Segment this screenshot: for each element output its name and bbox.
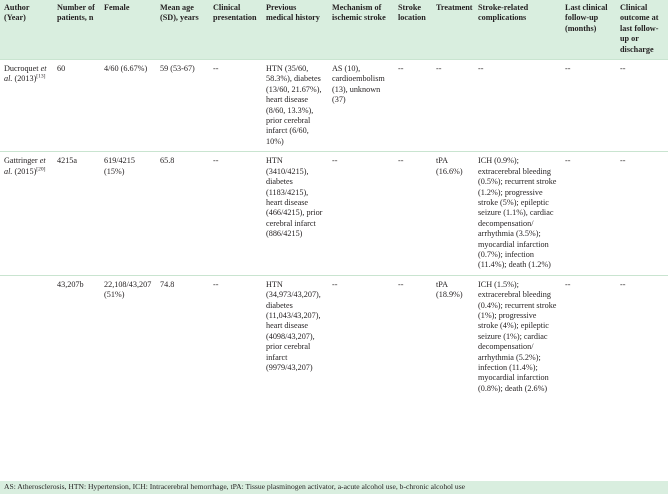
- author-etal: et al.: [4, 156, 46, 176]
- table-row: [0, 152, 668, 275]
- cell-age: 74.8: [156, 275, 209, 481]
- cell-followup: --: [561, 60, 616, 152]
- cell-female: 619/4215 (15%): [100, 152, 156, 275]
- header-female: Female: [104, 3, 130, 12]
- cell-patients: 60: [53, 60, 100, 152]
- author-name: Ducroquet: [4, 64, 39, 74]
- cell-presentation: --: [209, 152, 262, 275]
- cell-outcome: --: [616, 152, 668, 275]
- cell-complications: --: [474, 60, 561, 152]
- cell-presentation: --: [209, 275, 262, 481]
- author-name: Gattringer: [4, 156, 38, 166]
- table-footer: [0, 481, 668, 494]
- footnote: AS: Atherosclerosis, HTN: Hypertension, ICH: Intracerebral hemorrhage, tPA: Tissue plasminogen activator, a-acute alcohol use, b-chronic alcohol use: [0, 481, 668, 494]
- cell-age: 65.8: [156, 152, 209, 275]
- header-mechanism: Mechanism of ischemic stroke: [332, 3, 386, 23]
- header-location: Stroke location: [398, 3, 426, 23]
- cell-history: HTN (35/60, 58.3%), diabetes (13/60, 21.67%), heart disease (8/60, 13.3%), prior cerebral infarct (6/60, 10%): [262, 60, 328, 152]
- cell-treatment: --: [432, 60, 474, 152]
- header-treatment: Treatment: [436, 3, 473, 12]
- header-row: [0, 0, 668, 60]
- cell-history: HTN (3410/4215), diabetes (1183/4215), heart disease (466/4215), prior cerebral infarct (886/4215): [262, 152, 328, 275]
- cell-location: --: [394, 152, 432, 275]
- author-year: (2013): [14, 74, 37, 84]
- cell-complications: ICH (0.9%); extracerebral bleeding (0.5%); recurrent stroke (1.2%); progressive stroke (5%); epileptic seizure (1.1%), cardiac decompensation/ arrhythmia (3.5%); myocardial infarction (0.7%); infection (11.4%); death (1.2%): [474, 152, 561, 275]
- cell-female: 4/60 (6.67%): [100, 60, 156, 152]
- cell-location: --: [394, 60, 432, 152]
- cell-patients: 43,207b: [53, 275, 100, 481]
- author-ref: [13]: [36, 73, 46, 80]
- author-ref: [20]: [36, 165, 46, 172]
- cell-history: HTN (34,973/43,207), diabetes (11,043/43,207), heart disease (4098/43,207), prior cerebral infarct (9979/43,207): [262, 275, 328, 481]
- cell-followup: --: [561, 152, 616, 275]
- table-header: [0, 0, 668, 60]
- table-body: [0, 60, 668, 482]
- cell-author: [0, 152, 53, 275]
- header-age: Mean age (SD), years: [160, 3, 199, 23]
- cell-mechanism: --: [328, 275, 394, 481]
- cell-followup: --: [561, 275, 616, 481]
- cell-presentation: --: [209, 60, 262, 152]
- cell-female: 22,108/43,207 (51%): [100, 275, 156, 481]
- author-etal: et al.: [4, 64, 47, 84]
- cell-treatment: tPA (18.9%): [432, 275, 474, 481]
- cell-patients: 4215a: [53, 152, 100, 275]
- header-author: Author (Year): [4, 3, 30, 23]
- cell-location: --: [394, 275, 432, 481]
- header-followup: Last clinical follow-up (months): [565, 3, 608, 33]
- cell-mechanism: AS (10), cardioembolism (13), unknown (37): [328, 60, 394, 152]
- cell-mechanism: --: [328, 152, 394, 275]
- header-complications: Stroke-related complications: [478, 3, 529, 23]
- cell-outcome: --: [616, 275, 668, 481]
- cell-outcome: --: [616, 60, 668, 152]
- cell-age: 59 (53-67): [156, 60, 209, 152]
- cell-treatment: tPA (16.6%): [432, 152, 474, 275]
- header-outcome: Clinical outcome at last follow-up or discharge: [620, 3, 659, 54]
- header-presentation: Clinical presentation: [213, 3, 257, 23]
- header-history: Previous medical history: [266, 3, 320, 23]
- header-patients: Number of patients, n: [57, 3, 95, 23]
- table-row: [0, 275, 668, 481]
- cell-author: [0, 275, 53, 481]
- table-row: [0, 60, 668, 152]
- footnote-row: [0, 481, 668, 494]
- cell-complications: ICH (1.5%); extracerebral bleeding (0.4%); recurrent stroke (1%); progressive stroke (4%); epileptic seizure (1%); cardiac decompensation/ arrhythmia (5.2%); infection (11.4%); myocardial infarction (0.8%); death (2.6%): [474, 275, 561, 481]
- author-year: (2015): [14, 166, 37, 176]
- cell-author: [0, 60, 53, 152]
